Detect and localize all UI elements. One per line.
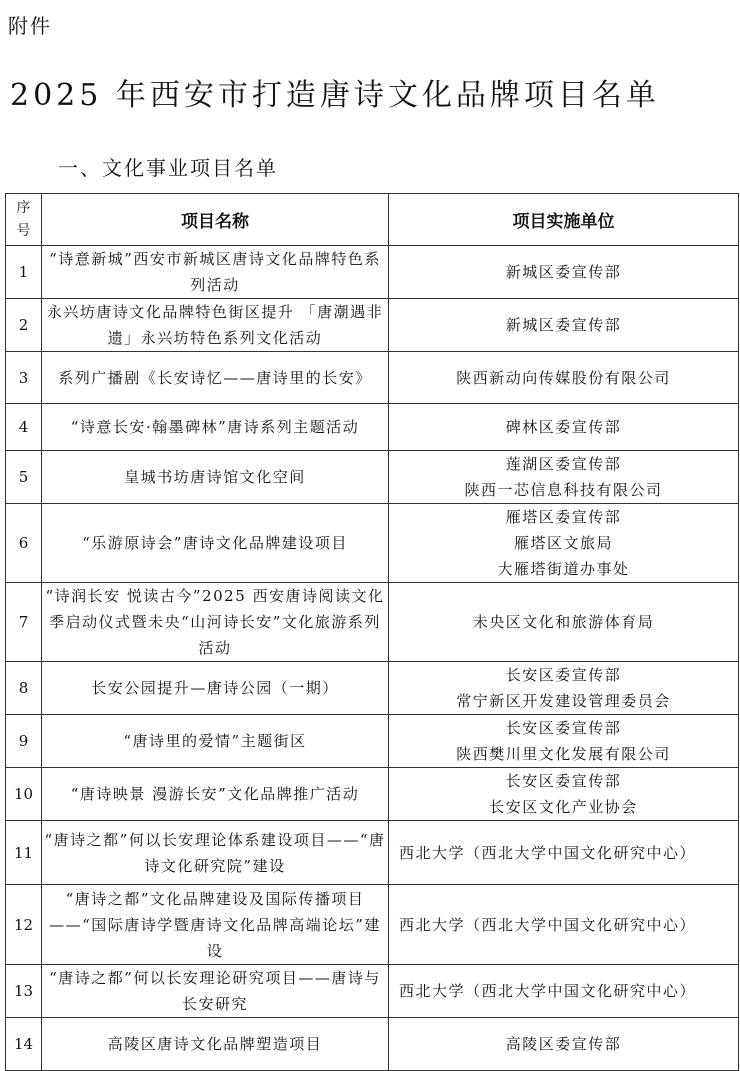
section-heading: 一、文化事业项目名单 (58, 156, 278, 180)
page-title: 2025 年西安市打造唐诗文化品牌项目名单 (10, 78, 660, 113)
project-name: 皇城书坊唐诗馆文化空间 (42, 451, 389, 504)
row-number: 10 (6, 768, 42, 821)
table-row (6, 715, 739, 768)
project-name: “诗润长安 悦读古今”2025 西安唐诗阅读文化季启动仪式暨未央“山河诗长安”文化旅游系列活动 (42, 583, 389, 662)
implementing-unit (389, 821, 739, 885)
implementing-unit (389, 715, 739, 768)
implementing-unit (389, 583, 739, 662)
attachment-label: 附件 (8, 14, 52, 38)
unit-line: 新城区委宣传部 (505, 316, 622, 334)
unit-line: 莲湖区委宣传部 (505, 455, 622, 473)
project-name: “唐诗映景 漫游长安”文化品牌推广活动 (42, 768, 389, 821)
unit-line: 长安区委宣传部 (505, 666, 622, 684)
implementing-unit (389, 965, 739, 1018)
project-table (5, 193, 739, 1071)
table-row (6, 504, 739, 583)
project-name: 高陵区唐诗文化品牌塑造项目 (42, 1018, 389, 1071)
row-number: 4 (6, 404, 42, 451)
header-no-line2: 号 (16, 222, 31, 239)
implementing-unit (389, 352, 739, 404)
implementing-unit (389, 768, 739, 821)
table-row (6, 885, 739, 965)
project-name: “乐游原诗会”唐诗文化品牌建设项目 (42, 504, 389, 583)
implementing-unit (389, 451, 739, 504)
header-no-line1: 序 (16, 199, 31, 216)
row-number: 14 (6, 1018, 42, 1071)
unit-line: 长安区委宣传部 (505, 719, 622, 737)
row-number: 5 (6, 451, 42, 504)
implementing-unit (389, 885, 739, 965)
header-no (6, 194, 42, 246)
project-name: “唐诗里的爱情”主题街区 (42, 715, 389, 768)
unit-line: 陕西樊川里文化发展有限公司 (456, 745, 671, 763)
implementing-unit (389, 246, 739, 299)
table-row (6, 821, 739, 885)
table-row (6, 768, 739, 821)
unit-line: 高陵区委宣传部 (505, 1035, 622, 1053)
table-row (6, 404, 739, 451)
implementing-unit (389, 1018, 739, 1071)
implementing-unit (389, 404, 739, 451)
project-name: “唐诗之都”文化品牌建设及国际传播项目——“国际唐诗学暨唐诗文化品牌高端论坛”建设 (42, 885, 389, 965)
row-number: 11 (6, 821, 42, 885)
project-name: “诗意新城”西安市新城区唐诗文化品牌特色系列活动 (42, 246, 389, 299)
unit-line: 长安区委宣传部 (505, 772, 622, 790)
row-number: 8 (6, 662, 42, 715)
table-row (6, 246, 739, 299)
unit-line: 碑林区委宣传部 (505, 418, 622, 436)
table-row (6, 451, 739, 504)
project-name: “唐诗之都”何以长安理论体系建设项目——“唐诗文化研究院”建设 (42, 821, 389, 885)
row-number: 7 (6, 583, 42, 662)
unit-line: 陕西新动向传媒股份有限公司 (456, 368, 671, 387)
project-name: “诗意长安·翰墨碑林”唐诗系列主题活动 (42, 404, 389, 451)
project-name: “唐诗之都”何以长安理论研究项目——唐诗与长安研究 (42, 965, 389, 1018)
implementing-unit (389, 504, 739, 583)
row-number: 13 (6, 965, 42, 1018)
unit-line: 未央区文化和旅游体育局 (472, 613, 655, 631)
unit-line: 西北大学（西北大学中国文化研究中心） (399, 915, 697, 934)
row-number: 9 (6, 715, 42, 768)
table-row (6, 662, 739, 715)
unit-line: 雁塔区文旅局 (513, 534, 613, 552)
table-row (6, 299, 739, 352)
row-number: 3 (6, 352, 42, 404)
row-number: 6 (6, 504, 42, 583)
table-header-row (6, 194, 739, 246)
row-number: 12 (6, 885, 42, 965)
table-row (6, 583, 739, 662)
unit-line: 陕西一芯信息科技有限公司 (464, 481, 663, 499)
unit-line: 西北大学（西北大学中国文化研究中心） (399, 982, 697, 1000)
row-number: 2 (6, 299, 42, 352)
project-name: 长安公园提升—唐诗公园（一期） (42, 662, 389, 715)
row-number: 1 (6, 246, 42, 299)
project-name: 永兴坊唐诗文化品牌特色街区提升 「唐潮遇非遗」永兴坊特色系列文化活动 (42, 299, 389, 352)
implementing-unit (389, 299, 739, 352)
unit-line: 新城区委宣传部 (505, 263, 622, 281)
unit-line: 雁塔区委宣传部 (505, 508, 622, 526)
implementing-unit (389, 662, 739, 715)
header-name: 项目名称 (42, 194, 389, 246)
unit-line: 常宁新区开发建设管理委员会 (456, 692, 671, 710)
header-unit: 项目实施单位 (389, 194, 739, 246)
project-name: 系列广播剧《长安诗忆——唐诗里的长安》 (42, 352, 389, 404)
table-row (6, 352, 739, 404)
unit-line: 大雁塔街道办事处 (497, 560, 630, 578)
unit-line: 西北大学（西北大学中国文化研究中心） (399, 843, 697, 862)
table-row (6, 1018, 739, 1071)
table-row (6, 965, 739, 1018)
unit-line: 长安区文化产业协会 (489, 798, 638, 816)
